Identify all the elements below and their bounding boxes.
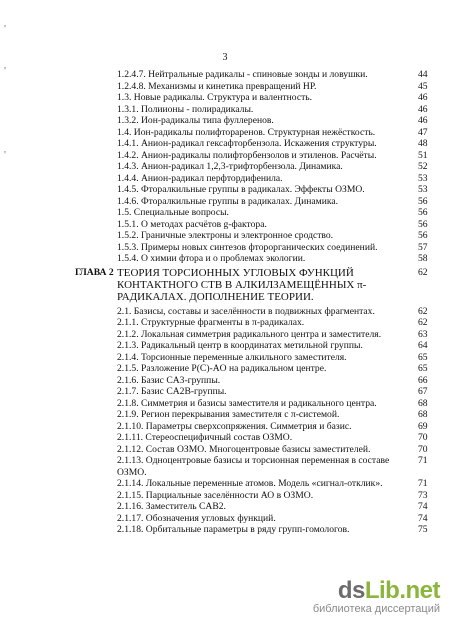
toc-entry-page: 48 [418, 138, 428, 149]
toc-entry-title: 1.3.1. Полиионы - полирадикалы. [117, 103, 254, 115]
toc-entry-page: 75 [418, 524, 428, 535]
toc-entry-page: 53 [418, 184, 428, 195]
toc-entry-page: 62 [418, 317, 428, 328]
toc-entry-page: 46 [418, 92, 428, 103]
toc-entry-page: 67 [418, 386, 428, 397]
toc-entry-title: 1.4.4. Анион-радикал перфтордифенила. [117, 172, 283, 184]
toc-entry-page: 56 [418, 195, 428, 207]
toc-entry-page: 63 [418, 328, 428, 340]
toc-entry-title: 2.1.13. Одноцентровые базисы и торсионная переменная в составе ОЗМО. [117, 455, 390, 478]
toc-entry-page: 46 [418, 103, 428, 115]
margin-mark: ' [4, 65, 6, 77]
toc-entry-title: 2.1.17. Обозначения угловых функций. [117, 512, 276, 524]
watermark-logo-prefix: ds [337, 577, 365, 604]
toc-entry-page: 66 [418, 374, 428, 386]
toc-entry-page: 56 [418, 230, 428, 241]
toc-entry-title: 2.1.18. Орбитальные параметры в ряду групп-гомологов. [117, 524, 350, 535]
toc-entry-page: 45 [418, 80, 428, 92]
toc-entry-title: 1.4.1. Анион-радикал гексафторбензола. Искажения структуры. [117, 138, 377, 149]
toc-entry-page: 53 [418, 172, 428, 184]
toc-entry-page: 73 [418, 489, 428, 501]
toc-entry-page: 44 [418, 69, 428, 80]
toc-entry-page: 74 [418, 501, 428, 512]
toc-entry-title: 1.2.4.8. Механизмы и кинетика превращений НР. [117, 80, 317, 92]
toc-entry-title: 1.4.6. Фторалкильные группы в радикалах. Динамика. [117, 195, 339, 207]
toc-entry-title: 1.5.3. Примеры новых синтезов фторорганических соединений. [117, 241, 378, 253]
toc-entry-title: 2.1.2. Локальная симметрия радикального центра и заместителя. [117, 328, 382, 340]
toc-entry-title: 2.1.6. Базис CA3-группы. [117, 374, 221, 386]
toc-entry-title: 1.3.2. Ион-радикалы типа фуллеренов. [117, 115, 274, 126]
toc-entry-title: 2.1.7. Базис CA2B-группы. [117, 386, 227, 397]
toc-entry-page: 56 [418, 218, 428, 230]
toc-entry-title: 2.1.3. Радикальный центр в координатах метильной группы. [117, 340, 363, 351]
toc-entry-page: 58 [418, 253, 428, 264]
toc-entry-page: 71 [418, 478, 428, 489]
toc-entry-title: 2.1.9. Регион перекрывания заместителя с π-системой. [117, 409, 340, 420]
toc-entry-title: 2.1.8. Симметрия и базисы заместителя и радикального центра. [117, 397, 377, 409]
toc-entry-title: 1.4.5. Фторалкильные группы в радикалах. Эффекты ОЗМО. [117, 184, 365, 195]
toc-entry-page: 47 [418, 126, 428, 138]
toc-entry-title: 1.4.2. Анион-радикалы полифторбензолов и этиленов. Расчёты. [117, 149, 377, 161]
toc-entry-page: 69 [418, 420, 428, 432]
toc-entry-page: 70 [418, 432, 428, 443]
toc-entry-title: 2.1.16. Заместитель CAB2. [117, 501, 226, 512]
toc-entry-page: 46 [418, 115, 428, 126]
toc-entry-title: 1.2.4.7. Нейтральные радикалы - спиновые зонды и ловушки. [117, 69, 368, 80]
toc-entry-title: 2.1.10. Параметры сверхсопряжения. Симметрия и базис. [117, 420, 352, 432]
watermark-subtitle: библиотека диссертаций [312, 603, 440, 615]
watermark-logo-rest: Lib.net [364, 577, 440, 604]
toc-entry-page: 64 [418, 340, 428, 351]
toc-entry-title: 2.1.1. Структурные фрагменты в π-радикалах. [117, 317, 305, 328]
chapter-label: ГЛАВА 2 [75, 266, 114, 278]
toc-entry-page: 71 [418, 455, 428, 466]
chapter-page: 62 [418, 266, 428, 278]
watermark-logo [313, 579, 440, 603]
toc-entry-title: 1.5. Специальные вопросы. [117, 207, 229, 218]
toc-entry-title: 2.1.4. Торсионные переменные алкильного заместителя. [117, 351, 347, 363]
page-number: 3 [222, 52, 228, 63]
toc-entry-title: 2.1.5. Разложение P(C)-AO на радикальном центре. [117, 363, 327, 374]
toc-entry-title: 2.1. Базисы, составы и заселённости в подвижных фрагментах. [117, 305, 375, 317]
margin-mark: ' [4, 23, 6, 35]
toc-entry-title: 1.4.3. Анион-радикал 1,2,3-трифторбензола. Динамика. [117, 161, 343, 172]
toc-entry-page: 57 [418, 241, 428, 253]
chapter-title: ТЕОРИЯ ТОРСИОННЫХ УГЛОВЫХ ФУНКЦИЙ КОНТАКТНОГО СТВ В АЛКИЛЗАМЕЩЁННЫХ π-РАДИКАЛАХ. ДОПОЛНЕНИЕ ТЕОРИИ. [117, 266, 367, 303]
toc-entry-page: 52 [418, 161, 428, 172]
toc-entry-page: 65 [418, 363, 428, 374]
toc-entry-page: 51 [418, 149, 428, 161]
toc-entry-page: 68 [418, 409, 428, 420]
toc-entry-page: 62 [418, 305, 428, 317]
toc-entry-title: 1.5.4. О химии фтора и о проблемах экологии. [117, 253, 306, 264]
toc-entry-title: 2.1.11. Стереоспецифичный состав ОЗМО. [117, 432, 293, 443]
toc-entry-page: 70 [418, 443, 428, 455]
toc-entry-title: 2.1.12. Состав ОЗМО. Многоцентровые базисы заместителей. [117, 443, 371, 455]
watermark [313, 579, 440, 616]
toc-entry-title: 2.1.15. Парциальные заселённости АО в ОЗМО. [117, 489, 314, 501]
toc-entry-title: 2.1.14. Локальные переменные атомов. Модель «сигнал-отклик». [117, 478, 383, 489]
toc-entry-page: 65 [418, 351, 428, 363]
margin-mark: ' [4, 149, 6, 161]
toc-entry-page: 68 [418, 397, 428, 409]
toc-entry-title: 1.3. Новые радикалы. Структура и валентность. [117, 92, 313, 103]
toc-entry-title: 1.5.1. О методах расчётов g-фактора. [117, 218, 267, 230]
toc-entry-page: 74 [418, 512, 428, 524]
toc-entry-title: 1.5.2. Граничные электроны и электронное сродство. [117, 230, 334, 241]
toc-entry-title: 1.4. Ион-радикалы полифтораренов. Структурная нежёсткость. [117, 126, 376, 138]
toc-entry-page: 56 [418, 207, 428, 218]
